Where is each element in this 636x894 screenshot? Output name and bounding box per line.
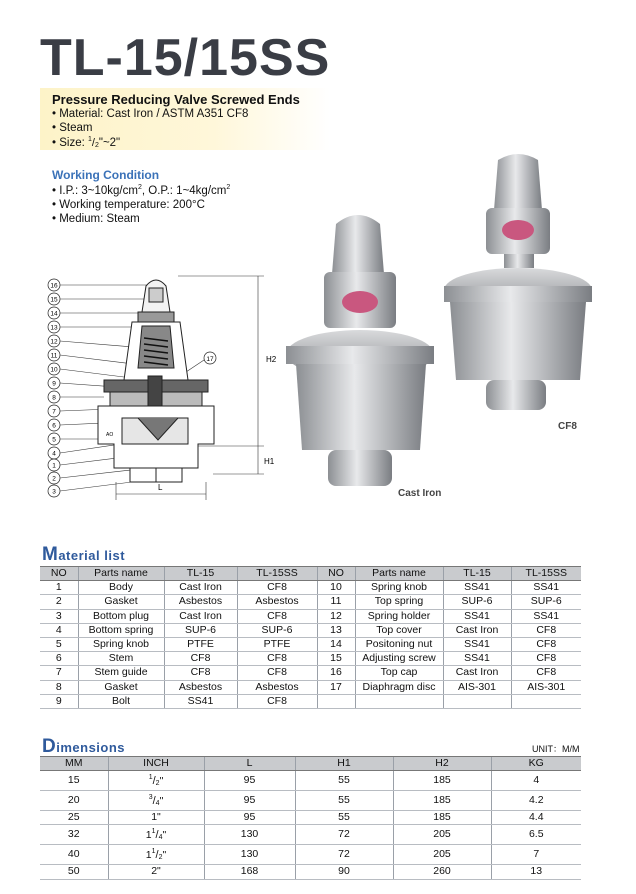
dim-h2-label: H2 [266, 355, 277, 364]
product-subtitle: Pressure Reducing Valve Screwed Ends [52, 92, 300, 107]
material-cell: SS41 [443, 609, 511, 623]
inch-cell: $^1/_2$" [108, 771, 204, 791]
material-cell: Top cap [355, 666, 443, 680]
dimensions-title-rest: imensions [56, 740, 126, 755]
spec-material: • Material: Cast Iron / ASTM A351 CF8 [52, 108, 249, 120]
dimensions-title-initial: D [42, 736, 57, 757]
dimension-row [40, 791, 581, 811]
col-h2: H2 [393, 757, 491, 771]
material-cell: 16 [317, 666, 355, 680]
callout-number: 1 [52, 462, 56, 470]
material-cell: SS41 [164, 694, 237, 708]
dimension-cell: 55 [295, 811, 393, 825]
material-cell: Bolt [78, 694, 164, 708]
dimension-cell: 205 [393, 845, 491, 865]
material-table [40, 566, 581, 709]
callout-number: 15 [50, 296, 58, 304]
material-cell: CF8 [511, 623, 581, 637]
dimension-row [40, 845, 581, 865]
dimension-cell: 13 [491, 865, 581, 879]
material-cell: SS41 [511, 581, 581, 595]
material-cell [355, 694, 443, 708]
material-cell: 1 [40, 581, 78, 595]
dimension-cell: 6.5 [491, 825, 581, 845]
callout-number: 5 [52, 436, 56, 444]
dimension-cell: 32 [40, 825, 108, 845]
outlet-pressure: , O.P.: 1~4kg/cm [141, 184, 227, 197]
col-inch: INCH [108, 757, 204, 771]
col-parts-name: Parts name [78, 567, 164, 581]
material-cell: 5 [40, 637, 78, 651]
material-cell: CF8 [164, 666, 237, 680]
col-kg: KG [491, 757, 581, 771]
dimension-cell: 72 [295, 825, 393, 845]
dimension-cell: 4 [491, 771, 581, 791]
dimension-row [40, 865, 581, 879]
dimension-row [40, 811, 581, 825]
material-cell: SS41 [511, 609, 581, 623]
material-row [40, 595, 581, 609]
dimension-cell: 55 [295, 791, 393, 811]
material-row [40, 652, 581, 666]
dimension-cell: 185 [393, 791, 491, 811]
inch-fraction: $^1/_2$ [151, 848, 163, 862]
dimension-cell: 205 [393, 825, 491, 845]
inch-den: 2 [155, 780, 160, 788]
dimension-cell: 185 [393, 771, 491, 791]
material-cell [317, 694, 355, 708]
cf8-valve-illustration [444, 154, 592, 410]
dimension-row [40, 771, 581, 791]
material-cell: CF8 [164, 652, 237, 666]
material-cell: CF8 [237, 666, 317, 680]
inch-whole: 1 [145, 849, 152, 862]
material-cell: Cast Iron [164, 581, 237, 595]
inch-den: 4 [155, 800, 160, 808]
material-cell: 3 [40, 609, 78, 623]
cf8-label: CF8 [558, 421, 577, 432]
material-cell: 8 [40, 680, 78, 694]
inch-den: 4 [158, 834, 163, 842]
dimension-cell: 4.4 [491, 811, 581, 825]
material-cell: 11 [317, 595, 355, 609]
cast-iron-label: Cast Iron [398, 488, 442, 499]
dimension-cell: 20 [40, 791, 108, 811]
material-cell: Spring holder [355, 609, 443, 623]
material-cell: Body [78, 581, 164, 595]
dim-l-label: L [158, 483, 163, 492]
callout-number: 9 [52, 380, 56, 388]
material-cell: Stem [78, 652, 164, 666]
dimension-cell: 15 [40, 771, 108, 791]
col-mm: MM [40, 757, 108, 771]
dimension-cell: 130 [204, 825, 295, 845]
col-no: NO [40, 567, 78, 581]
material-cell [511, 694, 581, 708]
inch-fraction: $^1/_2$ [148, 774, 160, 788]
dimension-cell: 50 [40, 865, 108, 879]
spec-size: • Size: $^1/_2"\sim 2$" [52, 136, 121, 149]
material-cell: SUP-6 [237, 623, 317, 637]
material-cell: 4 [40, 623, 78, 637]
inlet-pressure-unit-sup: 2 [137, 184, 142, 191]
callout-number: 13 [50, 324, 58, 332]
callout-number: 6 [52, 422, 56, 430]
spec-size-prefix: • Size: [52, 137, 88, 149]
dimension-row [40, 825, 581, 845]
material-cell: Cast Iron [443, 623, 511, 637]
spec-size-suffix: "~2" [98, 137, 121, 149]
callout-group [48, 279, 60, 497]
callout-number: 10 [50, 366, 58, 374]
material-row [40, 666, 581, 680]
callout-number: 12 [50, 338, 58, 346]
working-temperature: • Working temperature: 200°C [52, 199, 205, 211]
dimension-cell: 72 [295, 845, 393, 865]
spec-size-den: 2 [94, 142, 99, 149]
callout-number: 2 [52, 475, 56, 483]
inch-num: 1 [148, 774, 153, 782]
working-condition-title: Working Condition [52, 168, 160, 182]
material-cell: Asbestos [237, 680, 317, 694]
material-row [40, 637, 581, 651]
inch-cell: $1^1/_4$" [108, 825, 204, 845]
material-cell: AIS-301 [443, 680, 511, 694]
col-tl15: TL-15 [164, 567, 237, 581]
dimension-cell: 90 [295, 865, 393, 879]
inch-cell: 2" [108, 865, 204, 879]
material-cell: 7 [40, 666, 78, 680]
material-cell: CF8 [511, 652, 581, 666]
material-row [40, 609, 581, 623]
callout-number: 4 [52, 450, 56, 458]
dimension-cell: 4.2 [491, 791, 581, 811]
flow-direction-label: AO [106, 432, 114, 438]
dimension-cell: 130 [204, 845, 295, 865]
material-cell: 9 [40, 694, 78, 708]
material-cell: Asbestos [237, 595, 317, 609]
col-l: L [204, 757, 295, 771]
dimension-cell: 25 [40, 811, 108, 825]
dimension-cell: 185 [393, 811, 491, 825]
callout-17: 17 [206, 356, 214, 363]
material-cell: Adjusting screw [355, 652, 443, 666]
material-cell: Spring knob [355, 581, 443, 595]
spec-size-num: 1 [87, 136, 92, 143]
inch-num: 1 [151, 828, 156, 836]
outlet-pressure-unit-sup: 2 [226, 184, 231, 191]
working-condition-pressure [52, 184, 230, 197]
material-cell: Cast Iron [443, 666, 511, 680]
material-cell: CF8 [237, 581, 317, 595]
material-cell: 6 [40, 652, 78, 666]
callout-number: 11 [50, 352, 58, 360]
material-cell: Asbestos [164, 595, 237, 609]
dimension-cell: 40 [40, 845, 108, 865]
callout-number: 3 [52, 488, 56, 496]
material-table-header [40, 567, 581, 581]
dimension-cell: 7 [491, 845, 581, 865]
dimension-cell: 55 [295, 771, 393, 791]
col-tl15-2: TL-15 [443, 567, 511, 581]
material-cell: 17 [317, 680, 355, 694]
material-cell: Gasket [78, 680, 164, 694]
material-cell: Gasket [78, 595, 164, 609]
material-cell: Bottom spring [78, 623, 164, 637]
material-cell: CF8 [237, 609, 317, 623]
material-cell: Stem guide [78, 666, 164, 680]
col-tl15ss-2: TL-15SS [511, 567, 581, 581]
working-medium: • Medium: Steam [52, 213, 140, 225]
material-cell: Top spring [355, 595, 443, 609]
material-row [40, 680, 581, 694]
material-cell: SUP-6 [164, 623, 237, 637]
material-list-title-rest: aterial list [58, 548, 126, 563]
material-cell: Asbestos [164, 680, 237, 694]
material-list-title [42, 544, 125, 566]
material-cell: 12 [317, 609, 355, 623]
material-cell [443, 694, 511, 708]
material-cell: CF8 [237, 652, 317, 666]
material-cell: 13 [317, 623, 355, 637]
callout-number: 16 [50, 282, 58, 290]
col-parts-name-2: Parts name [355, 567, 443, 581]
inch-fraction: $^3/_4$ [148, 794, 160, 808]
inch-fraction: $^1/_4$ [151, 828, 163, 842]
inch-cell: $^3/_4$" [108, 791, 204, 811]
material-cell: 15 [317, 652, 355, 666]
cast-iron-valve-illustration [286, 215, 434, 486]
material-cell: SUP-6 [511, 595, 581, 609]
dim-h1-label: H1 [264, 457, 275, 466]
material-cell: PTFE [164, 637, 237, 651]
material-cell: PTFE [237, 637, 317, 651]
col-no-2: NO [317, 567, 355, 581]
material-cell: Cast Iron [164, 609, 237, 623]
inlet-pressure: • I.P.: 3~10kg/cm [52, 184, 138, 197]
dimensions-title [42, 736, 125, 758]
material-cell: Positoning nut [355, 637, 443, 651]
dimension-cell: 168 [204, 865, 295, 879]
col-h1: H1 [295, 757, 393, 771]
callout-number: 7 [52, 408, 56, 416]
material-cell: Spring knob [78, 637, 164, 651]
material-cell: CF8 [511, 637, 581, 651]
material-cell: CF8 [511, 666, 581, 680]
dimensions-table [40, 756, 581, 880]
inch-whole: 1 [145, 829, 152, 842]
callout-number: 14 [50, 310, 58, 318]
material-cell: SS41 [443, 652, 511, 666]
inch-cell: 1" [108, 811, 204, 825]
callout-number: 8 [52, 394, 56, 402]
material-cell: 14 [317, 637, 355, 651]
material-cell: CF8 [237, 694, 317, 708]
col-tl15ss: TL-15SS [237, 567, 317, 581]
material-row [40, 623, 581, 637]
inch-den: 2 [158, 854, 163, 862]
dimension-cell: 95 [204, 771, 295, 791]
material-cell: Diaphragm disc [355, 680, 443, 694]
material-cell: AIS-301 [511, 680, 581, 694]
inch-whole: 1 [151, 811, 158, 824]
product-photo [280, 150, 610, 510]
dimensions-table-header [40, 757, 581, 771]
material-cell: SUP-6 [443, 595, 511, 609]
material-cell: Top cover [355, 623, 443, 637]
inch-cell: $1^1/_2$" [108, 845, 204, 865]
material-cell: SS41 [443, 637, 511, 651]
material-row [40, 581, 581, 595]
valve-section-drawing [38, 268, 278, 508]
material-cell: Bottom plug [78, 609, 164, 623]
dimension-cell: 95 [204, 811, 295, 825]
dimension-cell: 95 [204, 791, 295, 811]
inch-whole: 2 [151, 865, 158, 878]
page-title: TL-15/15SS [40, 29, 331, 87]
inch-num: 1 [151, 848, 156, 856]
material-cell: SS41 [443, 581, 511, 595]
unit-label: UNIT：M/M [532, 744, 580, 754]
material-row [40, 694, 581, 708]
spec-medium: • Steam [52, 122, 93, 134]
dimension-cell: 260 [393, 865, 491, 879]
material-list-title-initial: M [42, 544, 59, 565]
inch-num: 3 [148, 794, 153, 802]
material-cell: 10 [317, 581, 355, 595]
material-cell: 2 [40, 595, 78, 609]
